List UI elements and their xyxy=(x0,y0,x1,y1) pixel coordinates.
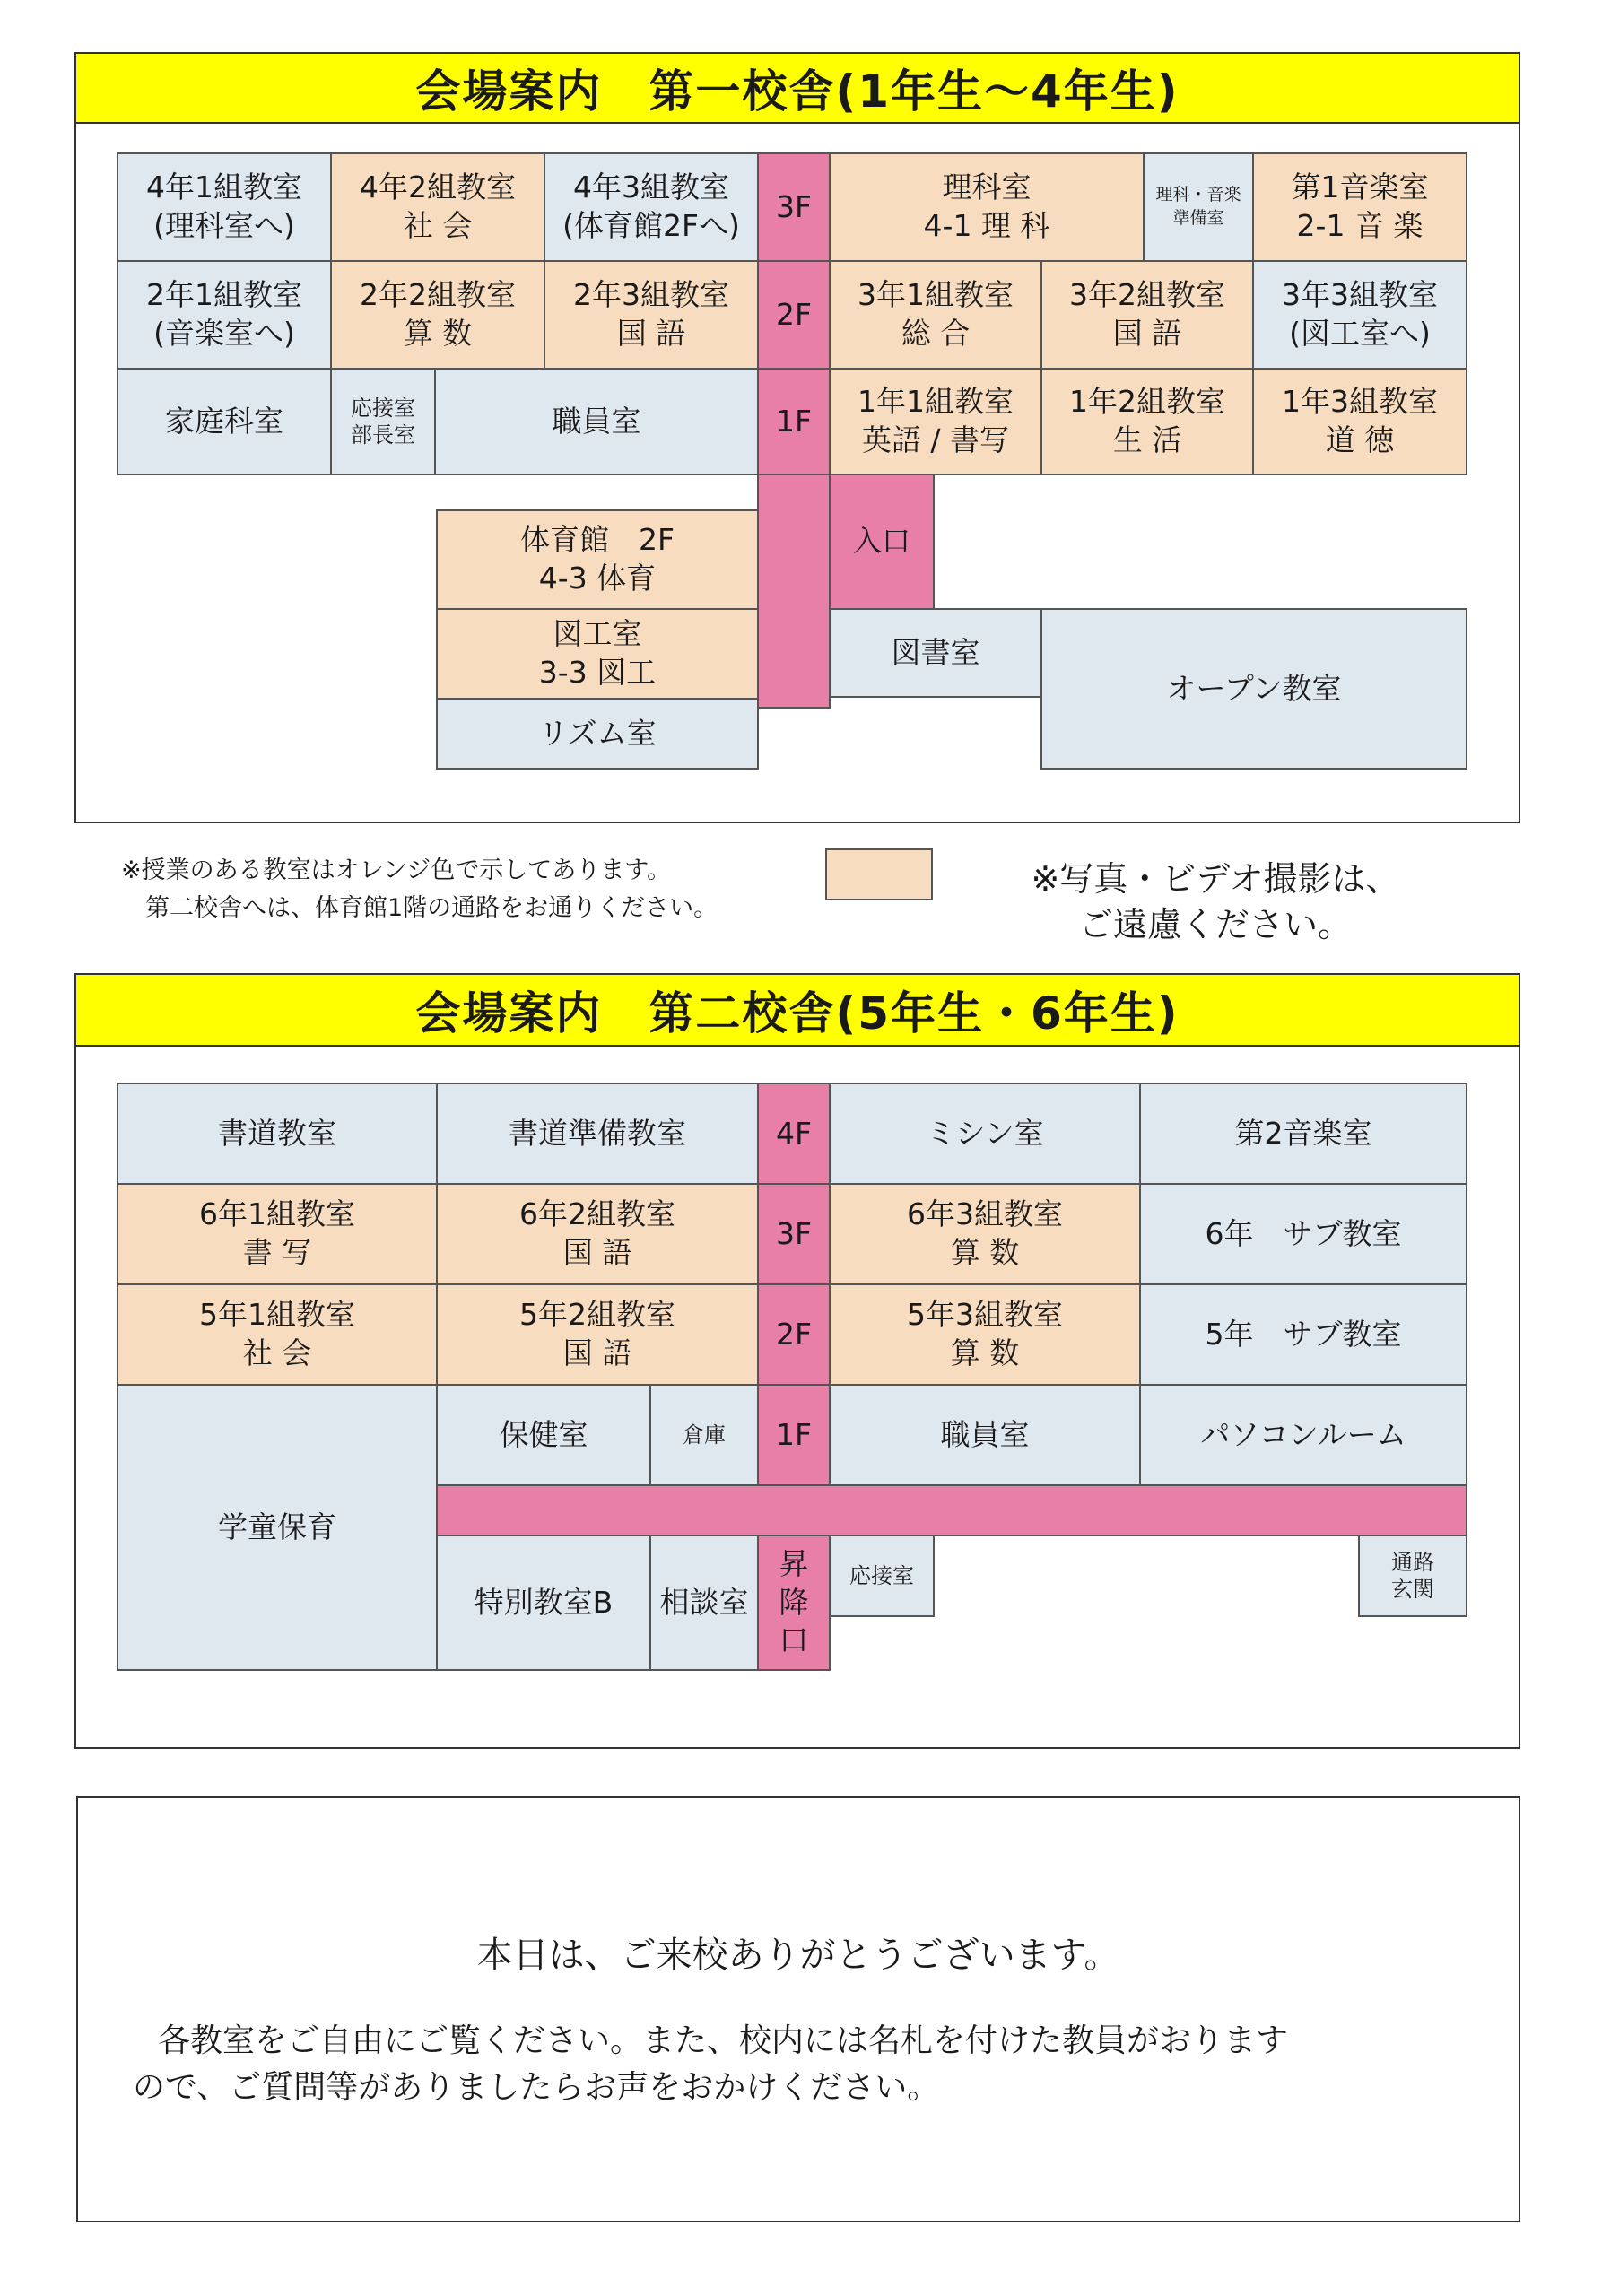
room-1-2: 1年2組教室 生 活 xyxy=(1040,368,1254,475)
sewing-room: ミシン室 xyxy=(829,1083,1141,1185)
reception-principal-room: 応接室 部長室 xyxy=(330,368,436,475)
science-music-prep-room: 理科・音楽 準備室 xyxy=(1143,152,1254,262)
grade6-sub-room: 6年 サブ教室 xyxy=(1139,1183,1467,1285)
floor-label-2f: 2F xyxy=(757,260,831,370)
message-box xyxy=(76,1796,1520,2222)
room-2-1: 2年1組教室 (音楽室へ) xyxy=(117,260,332,370)
corridor-horizontal xyxy=(436,1484,1467,1536)
gymnasium: 体育館 2F 4-3 体育 xyxy=(436,509,759,610)
corridor-vertical xyxy=(757,474,831,709)
library: 図書室 xyxy=(829,608,1042,698)
room-3-1: 3年1組教室 総 合 xyxy=(829,260,1042,370)
room-4-3: 4年3組教室 (体育館2Fへ) xyxy=(544,152,759,262)
art-room: 図工室 3-3 図工 xyxy=(436,608,759,700)
home-economics-room: 家庭科室 xyxy=(117,368,332,475)
rhythm-room: リズム室 xyxy=(436,698,759,770)
floor-label-2f-b2: 2F xyxy=(757,1283,831,1386)
passage-entrance: 通路 玄関 xyxy=(1358,1535,1467,1617)
staff-room: 職員室 xyxy=(434,368,759,475)
after-school-care-room: 学童保育 xyxy=(117,1384,438,1671)
entrance: 入口 xyxy=(829,474,935,610)
open-classroom: オープン教室 xyxy=(1040,608,1467,770)
floor-label-1f: 1F xyxy=(757,368,831,475)
photo-caution: ※写真・ビデオ撮影は、 ご遠慮ください。 xyxy=(1031,859,1400,945)
computer-room: パソコンルーム xyxy=(1139,1384,1467,1486)
music-room-2: 第2音楽室 xyxy=(1139,1083,1467,1185)
thanks-message: 本日は、ご来校ありがとうございます。 xyxy=(476,1935,1120,1976)
reception-room-b2: 応接室 xyxy=(829,1535,935,1617)
room-5-3: 5年3組教室 算 数 xyxy=(829,1283,1141,1386)
storage-room: 倉庫 xyxy=(649,1384,759,1486)
message-body: 各教室をご自由にご覧ください。また、校内には名札を付けた教員がおります ので、ご質問等がありましたらお声をおかけください。 xyxy=(133,2022,1289,2107)
room-2-3: 2年3組教室 国 語 xyxy=(544,260,759,370)
floor-label-4f: 4F xyxy=(757,1083,831,1185)
room-4-1: 4年1組教室 (理科室へ) xyxy=(117,152,332,262)
floor-label-3f-b2: 3F xyxy=(757,1183,831,1285)
room-4-2: 4年2組教室 社 会 xyxy=(330,152,545,262)
building2-title: 会場案内 第二校舎(5年生・6年生) xyxy=(74,973,1520,1047)
room-5-2: 5年2組教室 国 語 xyxy=(436,1283,759,1386)
calligraphy-room: 書道教室 xyxy=(117,1083,438,1185)
room-5-1: 5年1組教室 社 会 xyxy=(117,1283,438,1386)
health-room: 保健室 xyxy=(436,1384,651,1486)
room-3-3: 3年3組教室 (図工室へ) xyxy=(1252,260,1467,370)
room-1-1: 1年1組教室 英語 / 書写 xyxy=(829,368,1042,475)
floor-label-1f-b2: 1F xyxy=(757,1384,831,1486)
building1-title: 会場案内 第一校舎(1年生～4年生) xyxy=(74,52,1520,124)
special-classroom-b: 特別教室B xyxy=(436,1535,651,1671)
floor-label-3f: 3F xyxy=(757,152,831,262)
room-6-3: 6年3組教室 算 数 xyxy=(829,1183,1141,1285)
music-room-1: 第1音楽室 2-1 音 楽 xyxy=(1252,152,1467,262)
staff-room-b2: 職員室 xyxy=(829,1384,1141,1486)
room-6-2: 6年2組教室 国 語 xyxy=(436,1183,759,1285)
science-room: 理科室 4-1 理 科 xyxy=(829,152,1145,262)
legend-orange-swatch xyxy=(825,848,933,900)
calligraphy-prep-room: 書道準備教室 xyxy=(436,1083,759,1185)
room-2-2: 2年2組教室 算 数 xyxy=(330,260,545,370)
grade5-sub-room: 5年 サブ教室 xyxy=(1139,1283,1467,1386)
room-3-2: 3年2組教室 国 語 xyxy=(1040,260,1254,370)
legend-note: ※授業のある教室はオレンジ色で示してあります。 第二校舎へは、体育館1階の通路をお通りください。 xyxy=(121,857,718,922)
room-1-3: 1年3組教室 道 徳 xyxy=(1252,368,1467,475)
stairs-exit: 昇 降 口 xyxy=(757,1535,831,1671)
room-6-1: 6年1組教室 書 写 xyxy=(117,1183,438,1285)
consultation-room: 相談室 xyxy=(649,1535,759,1671)
